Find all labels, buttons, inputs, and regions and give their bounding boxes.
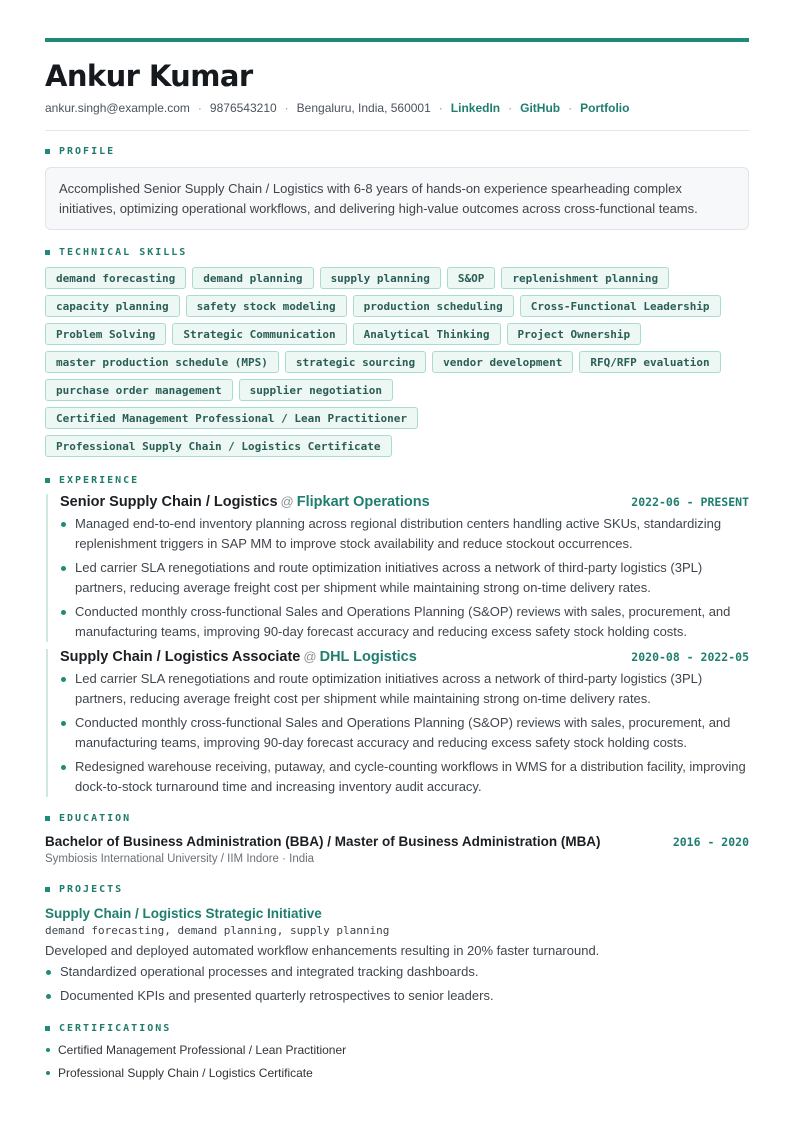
section-title-profile: PROFILE <box>45 144 749 158</box>
skill-chip: Professional Supply Chain / Logistics Certificate <box>45 435 392 457</box>
education-header <box>45 834 749 849</box>
project-description: Developed and deployed automated workflow enhancements resulting in 20% faster turnaround. <box>45 943 600 958</box>
bullet-square-icon <box>45 887 50 892</box>
job-dates: 2020-08 - 2022-05 <box>631 650 749 664</box>
list-item: Conducted monthly cross-functional Sales and Operations Planning (S&OP) reviews with sales, procurement, and manufacturing teams, improving 90-day forecast accuracy and reducing excess safety stock holding costs. <box>60 713 749 753</box>
company-name: Flipkart Operations <box>296 494 430 510</box>
skill-chip: Strategic Communication <box>172 323 346 345</box>
job-title: Supply Chain / Logistics Associate @ DHL Logistics <box>60 649 417 665</box>
section-title-skills: TECHNICAL SKILLS <box>45 245 749 259</box>
section-title-experience: EXPERIENCE <box>45 473 749 487</box>
job-title: Senior Supply Chain / Logistics @ Flipkart Operations <box>60 494 430 510</box>
location: Bengaluru, India, 560001 <box>296 101 431 115</box>
bullet-square-icon <box>45 149 50 154</box>
education-dates: 2016 - 2020 <box>672 835 749 849</box>
school: Symbiosis International University / IIM Indore · India <box>45 853 315 865</box>
section-title-projects: PROJECTS <box>45 882 749 896</box>
skill-chip: replenishment planning <box>501 267 669 289</box>
skill-chip: safety stock modeling <box>186 295 347 317</box>
at-symbol: @ <box>303 649 317 664</box>
section-title-education: EDUCATION <box>45 811 749 825</box>
skill-chip: master production schedule (MPS) <box>45 351 279 373</box>
bullet-square-icon <box>45 816 50 821</box>
resume-page <box>45 38 749 1081</box>
job-header <box>60 649 749 665</box>
skill-chip: Cross-Functional Leadership <box>520 295 721 317</box>
skill-chip: production scheduling <box>353 295 514 317</box>
skill-chip: Certified Management Professional / Lean Practitioner <box>45 407 418 429</box>
experience-entry <box>46 649 749 797</box>
skill-chip: purchase order management <box>45 379 233 401</box>
list-item: Standardized operational processes and integrated tracking dashboards. <box>45 962 749 982</box>
skill-chip: Problem Solving <box>45 323 166 345</box>
list-item: Conducted monthly cross-functional Sales and Operations Planning (S&OP) reviews with sales, procurement, and manufacturing teams, improving 90-day forecast accuracy and reducing excess safety stock holding costs. <box>60 602 749 642</box>
list-item: Professional Supply Chain / Logistics Certificate <box>45 1065 749 1081</box>
list-item: Led carrier SLA renegotiations and route optimization initiatives across a network of third-party logistics (3PL) partners, reducing average freight cost per shipment while maintaining strong on-time delivery rates. <box>60 669 749 709</box>
job-bullets <box>60 669 749 797</box>
bullet-square-icon <box>45 1026 50 1031</box>
list-item: Managed end-to-end inventory planning across regional distribution centers handling active SKUs, standardizing replenishment triggers in SAP MM to improve stock availability and reduce stockout occurrences. <box>60 514 749 554</box>
skill-chip: S&OP <box>447 267 496 289</box>
skill-chip: supplier negotiation <box>239 379 393 401</box>
divider <box>45 130 749 131</box>
phone[interactable]: 9876543210 <box>209 101 277 115</box>
email[interactable]: ankur.singh@example.com <box>45 101 190 115</box>
portfolio-link[interactable]: Portfolio <box>580 101 630 115</box>
project-title: Supply Chain / Logistics Strategic Initiative <box>45 906 322 921</box>
list-item: Documented KPIs and presented quarterly retrospectives to senior leaders. <box>45 986 749 1006</box>
company-name: DHL Logistics <box>319 649 417 665</box>
list-item: Led carrier SLA renegotiations and route optimization initiatives across a network of third-party logistics (3PL) partners, reducing average freight cost per shipment while maintaining strong on-time delivery rates. <box>60 558 749 598</box>
bullet-square-icon <box>45 478 50 483</box>
contact-line <box>45 100 749 116</box>
skill-chip: capacity planning <box>45 295 180 317</box>
separator: · <box>197 101 202 115</box>
skill-chip: demand planning <box>192 267 313 289</box>
linkedin-link[interactable]: LinkedIn <box>450 101 501 115</box>
certification-list <box>45 1042 749 1081</box>
github-link[interactable]: GitHub <box>520 101 561 115</box>
project-bullets <box>45 962 749 1006</box>
job-header <box>60 494 749 510</box>
skill-chip: supply planning <box>320 267 441 289</box>
list-item: Certified Management Professional / Lean Practitioner <box>45 1042 749 1058</box>
section-title-certifications: CERTIFICATIONS <box>45 1021 749 1035</box>
degree: Bachelor of Business Administration (BBA) / Master of Business Administration (MBA) <box>45 834 601 849</box>
skill-chip: Project Ownership <box>507 323 642 345</box>
list-item: Redesigned warehouse receiving, putaway, and cycle-counting workflows in WMS for a distribution facility, improving dock-to-stock turnaround time and increasing inventory audit accuracy. <box>60 757 749 797</box>
separator: · <box>438 101 443 115</box>
skill-chip: RFQ/RFP evaluation <box>579 351 720 373</box>
candidate-name: Ankur Kumar <box>45 59 253 93</box>
skill-chip: strategic sourcing <box>285 351 426 373</box>
project-tags: demand forecasting, demand planning, supply planning <box>45 924 390 937</box>
skill-chip: vendor development <box>432 351 573 373</box>
bullet-square-icon <box>45 250 50 255</box>
skill-chip: demand forecasting <box>45 267 186 289</box>
job-dates: 2022-06 - PRESENT <box>631 495 749 509</box>
separator: · <box>568 101 573 115</box>
accent-bar <box>45 38 749 42</box>
profile-summary: Accomplished Senior Supply Chain / Logistics with 6-8 years of hands-on experience spearheading complex initiatives, optimizing operational workflows, and delivering high-value outcomes across cross-functional teams. <box>45 167 749 230</box>
experience-entry <box>46 494 749 642</box>
job-bullets <box>60 514 749 642</box>
at-symbol: @ <box>280 494 294 509</box>
separator: · <box>508 101 513 115</box>
skills-list <box>45 267 745 457</box>
skill-chip: Analytical Thinking <box>353 323 501 345</box>
separator: · <box>284 101 289 115</box>
